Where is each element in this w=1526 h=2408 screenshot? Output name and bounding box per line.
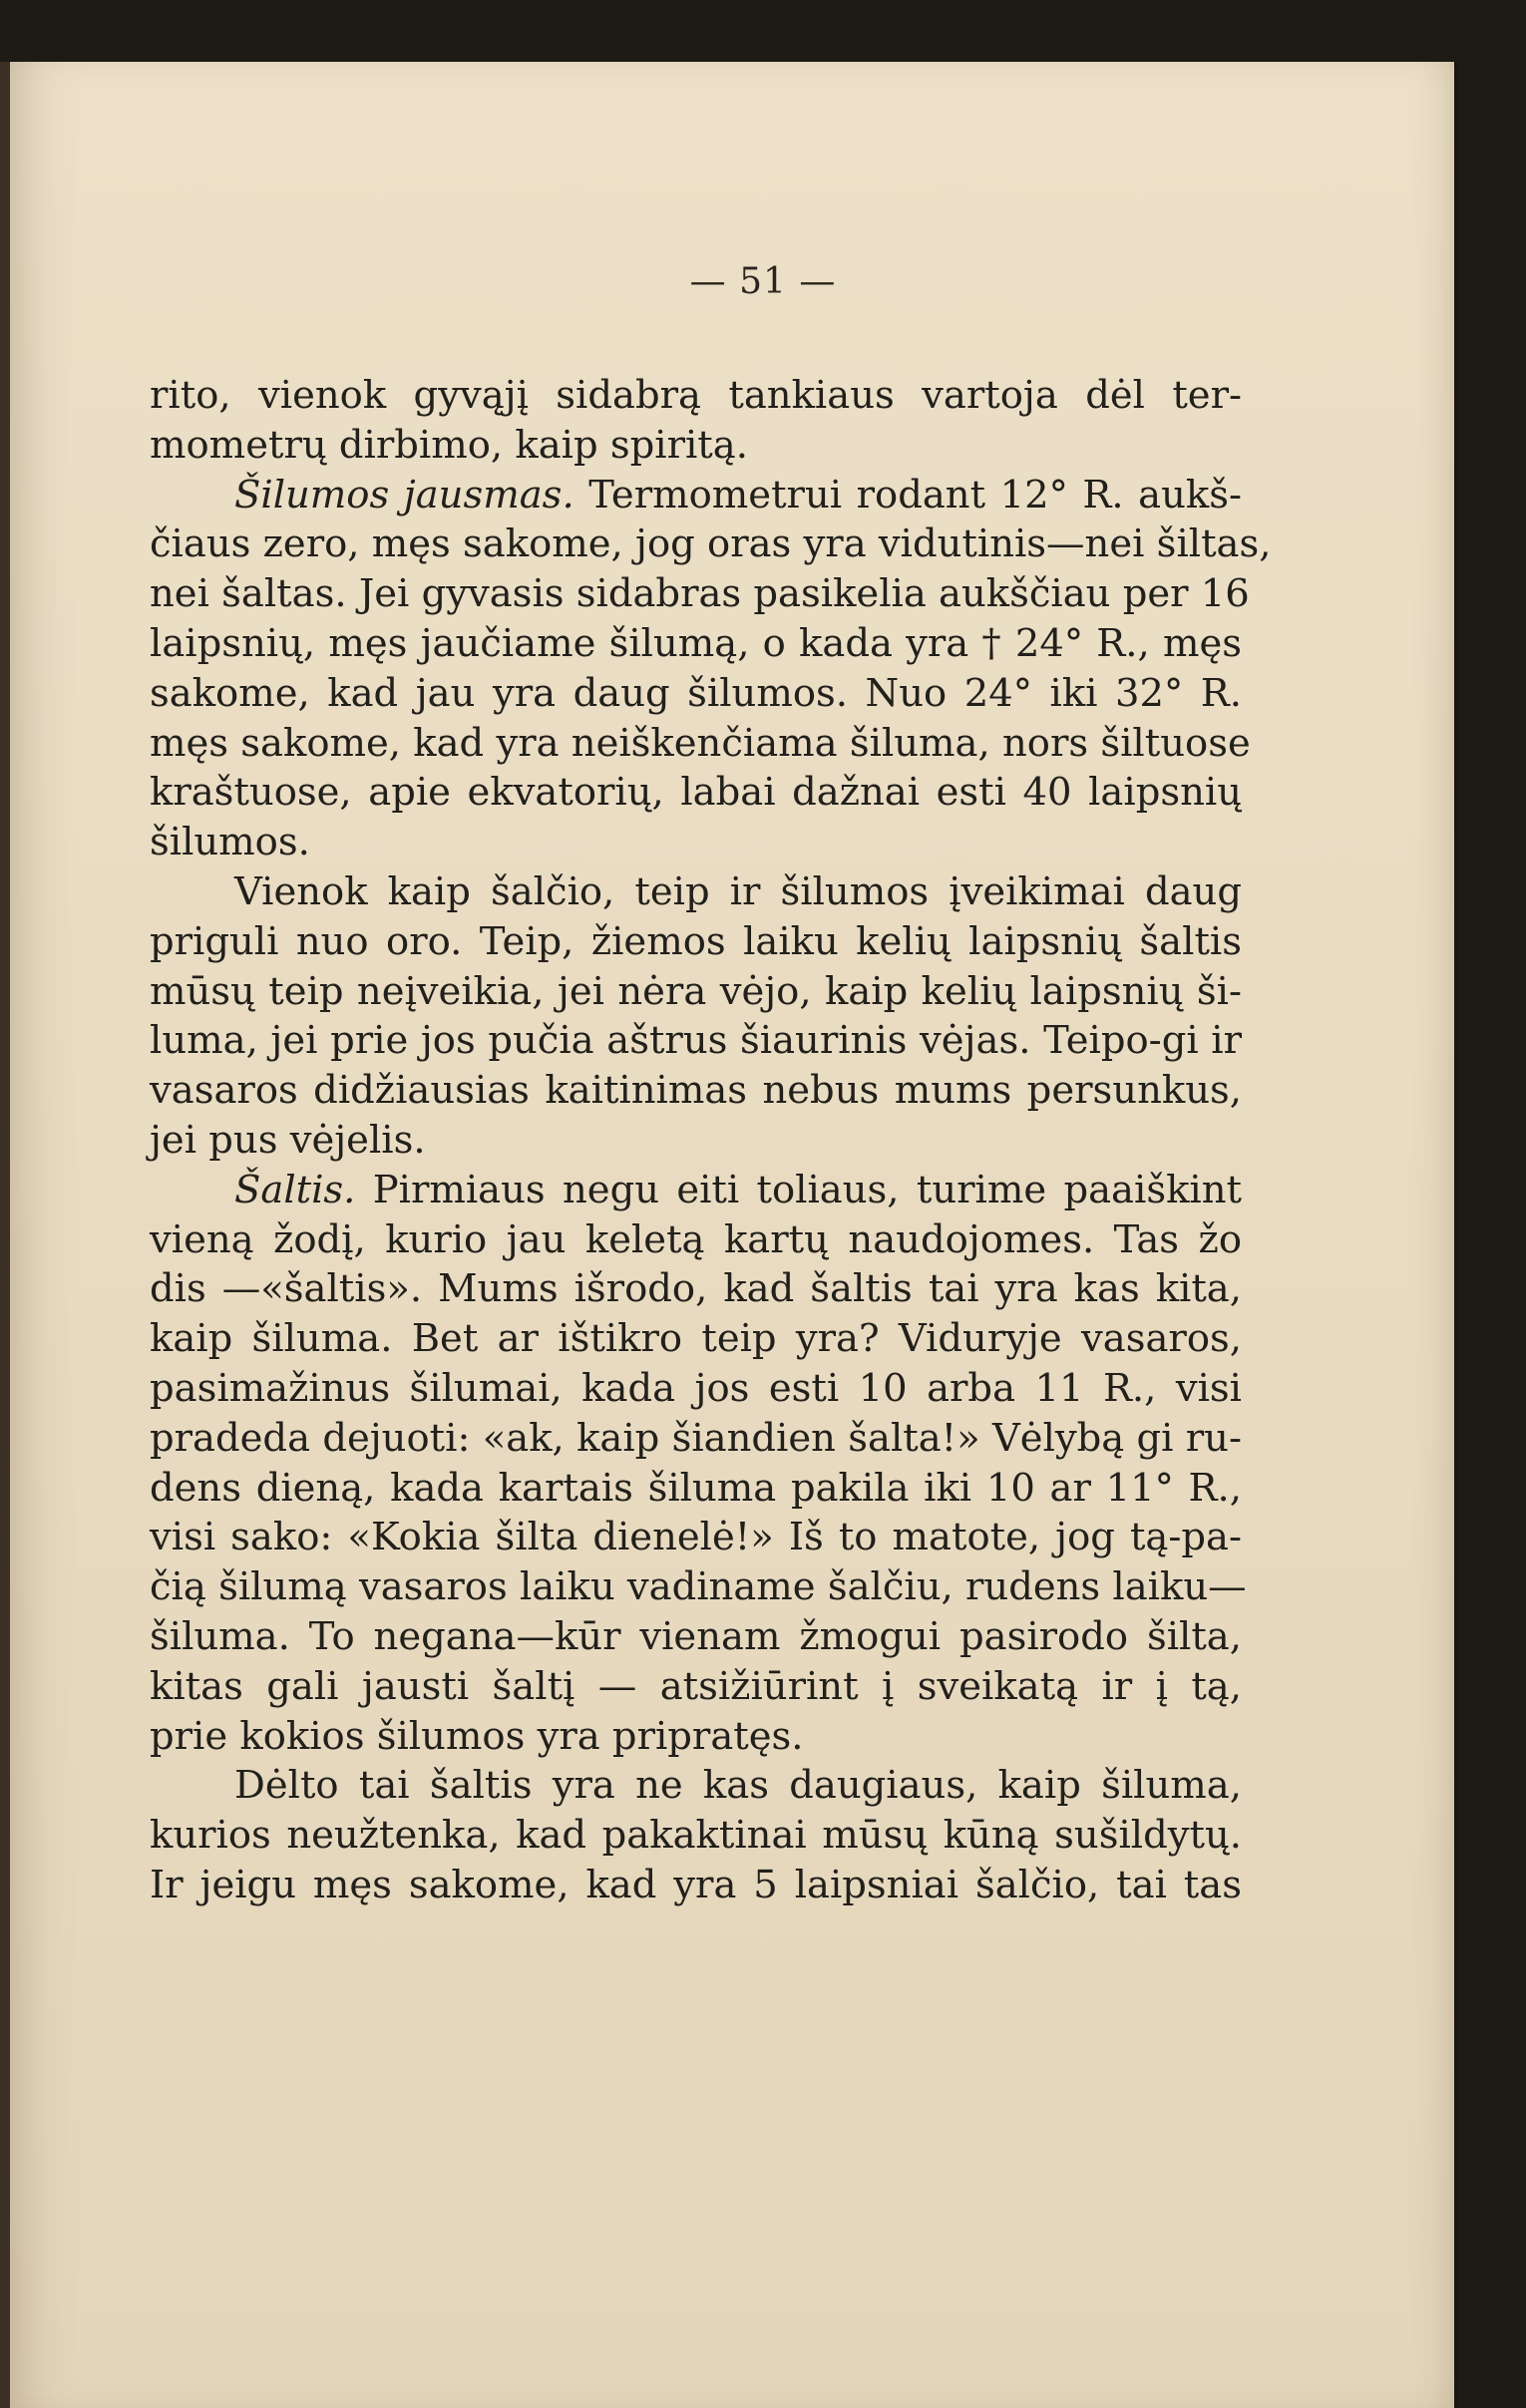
line-text: laipsnių, męs jaučiame šilumą, o kada yra † 24° R., męs bbox=[150, 620, 1242, 666]
text-line bbox=[150, 1414, 1242, 1464]
text-line bbox=[150, 1264, 1242, 1314]
text-line bbox=[150, 371, 1242, 421]
text-line bbox=[150, 967, 1242, 1017]
text-line bbox=[150, 1513, 1242, 1562]
text-line bbox=[150, 471, 1242, 520]
body-text bbox=[150, 371, 1272, 1910]
text-line bbox=[150, 619, 1242, 669]
line-text: dens dieną, kada kartais šiluma pakila iki 10 ar 11° R., bbox=[150, 1465, 1242, 1511]
section-heading: Šilumos jausmas. bbox=[234, 472, 574, 517]
line-text: rito, vienok gyvąjį sidabrą tankiaus vartoja dėl ter- bbox=[150, 373, 1242, 418]
line-text: jei pus vėjelis. bbox=[150, 1117, 426, 1163]
text-line bbox=[150, 1811, 1242, 1861]
text-line bbox=[150, 1761, 1242, 1811]
text-line bbox=[150, 1066, 1242, 1116]
text-line bbox=[150, 1612, 1242, 1662]
line-text: pradeda dejuoti: «ak, kaip šiandien šalta!» Vėlybą gi ru- bbox=[150, 1415, 1242, 1461]
line-text: kraštuose, apie ekvatorių, labai dažnai esti 40 laipsnių bbox=[150, 770, 1242, 816]
line-text: pasimažinus šilumai, kada jos esti 10 arba 11 R., visi bbox=[150, 1365, 1242, 1411]
line-text: kurios neužtenka, kad pakaktinai mūsų kūną sušildytų. bbox=[150, 1813, 1242, 1859]
text-line bbox=[150, 1215, 1242, 1265]
text-line bbox=[150, 1562, 1247, 1612]
text-line bbox=[150, 867, 1242, 917]
line-text: kaip šiluma. Bet ar ištikro teip yra? Viduryje vasaros, bbox=[150, 1316, 1242, 1362]
line-text: priguli nuo oro. Teip, žiemos laiku kelių laipsnių šaltis bbox=[150, 918, 1242, 964]
text-line bbox=[150, 1364, 1242, 1414]
line-text: dis —«šaltis». Mums išrodo, kad šaltis tai yra kas kita, bbox=[150, 1266, 1242, 1312]
book-spine bbox=[0, 62, 10, 2408]
text-line bbox=[150, 768, 1242, 818]
line-text: vasaros didžiausias kaitinimas nebus mums persunkus, bbox=[150, 1068, 1242, 1114]
line-text: nei šaltas. Jei gyvasis sidabras pasikelia aukščiau per 16 bbox=[150, 571, 1250, 617]
text-line bbox=[150, 818, 1242, 867]
line-text: šiluma. To negana—kūr vienam žmogui pasirodo šilta, bbox=[150, 1613, 1242, 1659]
line-text: visi sako: «Kokia šilta dienelė!» Iš to matote, jog tą-pa- bbox=[150, 1515, 1242, 1560]
line-text: luma, jei prie jos pučia aštrus šiaurinis vėjas. Teipo-gi ir bbox=[150, 1018, 1242, 1064]
section-heading: Šaltis. bbox=[234, 1167, 356, 1212]
text-line bbox=[150, 669, 1242, 719]
line-text: sakome, kad jau yra daug šilumos. Nuo 24° iki 32° R. bbox=[150, 670, 1242, 716]
line-text: šilumos. bbox=[150, 820, 310, 865]
line-text: Vienok kaip šalčio, teip ir šilumos įveikimai daug bbox=[234, 868, 1242, 914]
line-text: Dėlto tai šaltis yra ne kas daugiaus, kaip šiluma, bbox=[234, 1763, 1242, 1809]
text-line bbox=[150, 421, 1242, 471]
text-line bbox=[150, 719, 1251, 769]
line-text: Ir jeigu męs sakome, kad yra 5 laipsniai šalčio, tai tas bbox=[150, 1862, 1242, 1907]
text-line bbox=[150, 917, 1242, 967]
text-line bbox=[150, 1464, 1242, 1514]
text-line bbox=[150, 1314, 1242, 1364]
text-line bbox=[150, 1166, 1242, 1215]
text-line bbox=[150, 1016, 1242, 1066]
text-line bbox=[150, 1861, 1242, 1910]
line-text: mūsų teip neįveikia, jei nėra vėjo, kaip kelių laipsnių ši- bbox=[150, 968, 1242, 1014]
text-line bbox=[150, 569, 1250, 619]
line-text: čiaus zero, męs sakome, jog oras yra vidutinis—nei šiltas, bbox=[150, 521, 1272, 567]
page-number: — 51 — bbox=[689, 261, 837, 302]
line-text: mometrų dirbimo, kaip spiritą. bbox=[150, 422, 748, 468]
line-text: Termometrui rodant 12° R. aukš- bbox=[573, 472, 1242, 517]
line-text: męs sakome, kad yra neiškenčiama šiluma, nors šiltuose bbox=[150, 720, 1251, 766]
text-line bbox=[150, 519, 1272, 569]
line-text: Pirmiaus negu eiti toliaus, turime paaiškint bbox=[355, 1167, 1242, 1212]
text-line bbox=[150, 1116, 1242, 1166]
text-line bbox=[150, 1662, 1242, 1712]
line-text: vieną žodį, kurio jau keletą kartų naudojomes. Tas žo bbox=[150, 1216, 1242, 1262]
text-line bbox=[150, 1712, 1242, 1762]
line-text: kitas gali jausti šaltį — atsižiūrint į sveikatą ir į tą, bbox=[150, 1663, 1242, 1709]
line-text: čią šilumą vasaros laiku vadiname šalčiu, rudens laiku— bbox=[150, 1564, 1247, 1610]
line-text: prie kokios šilumos yra pripratęs. bbox=[150, 1713, 804, 1759]
